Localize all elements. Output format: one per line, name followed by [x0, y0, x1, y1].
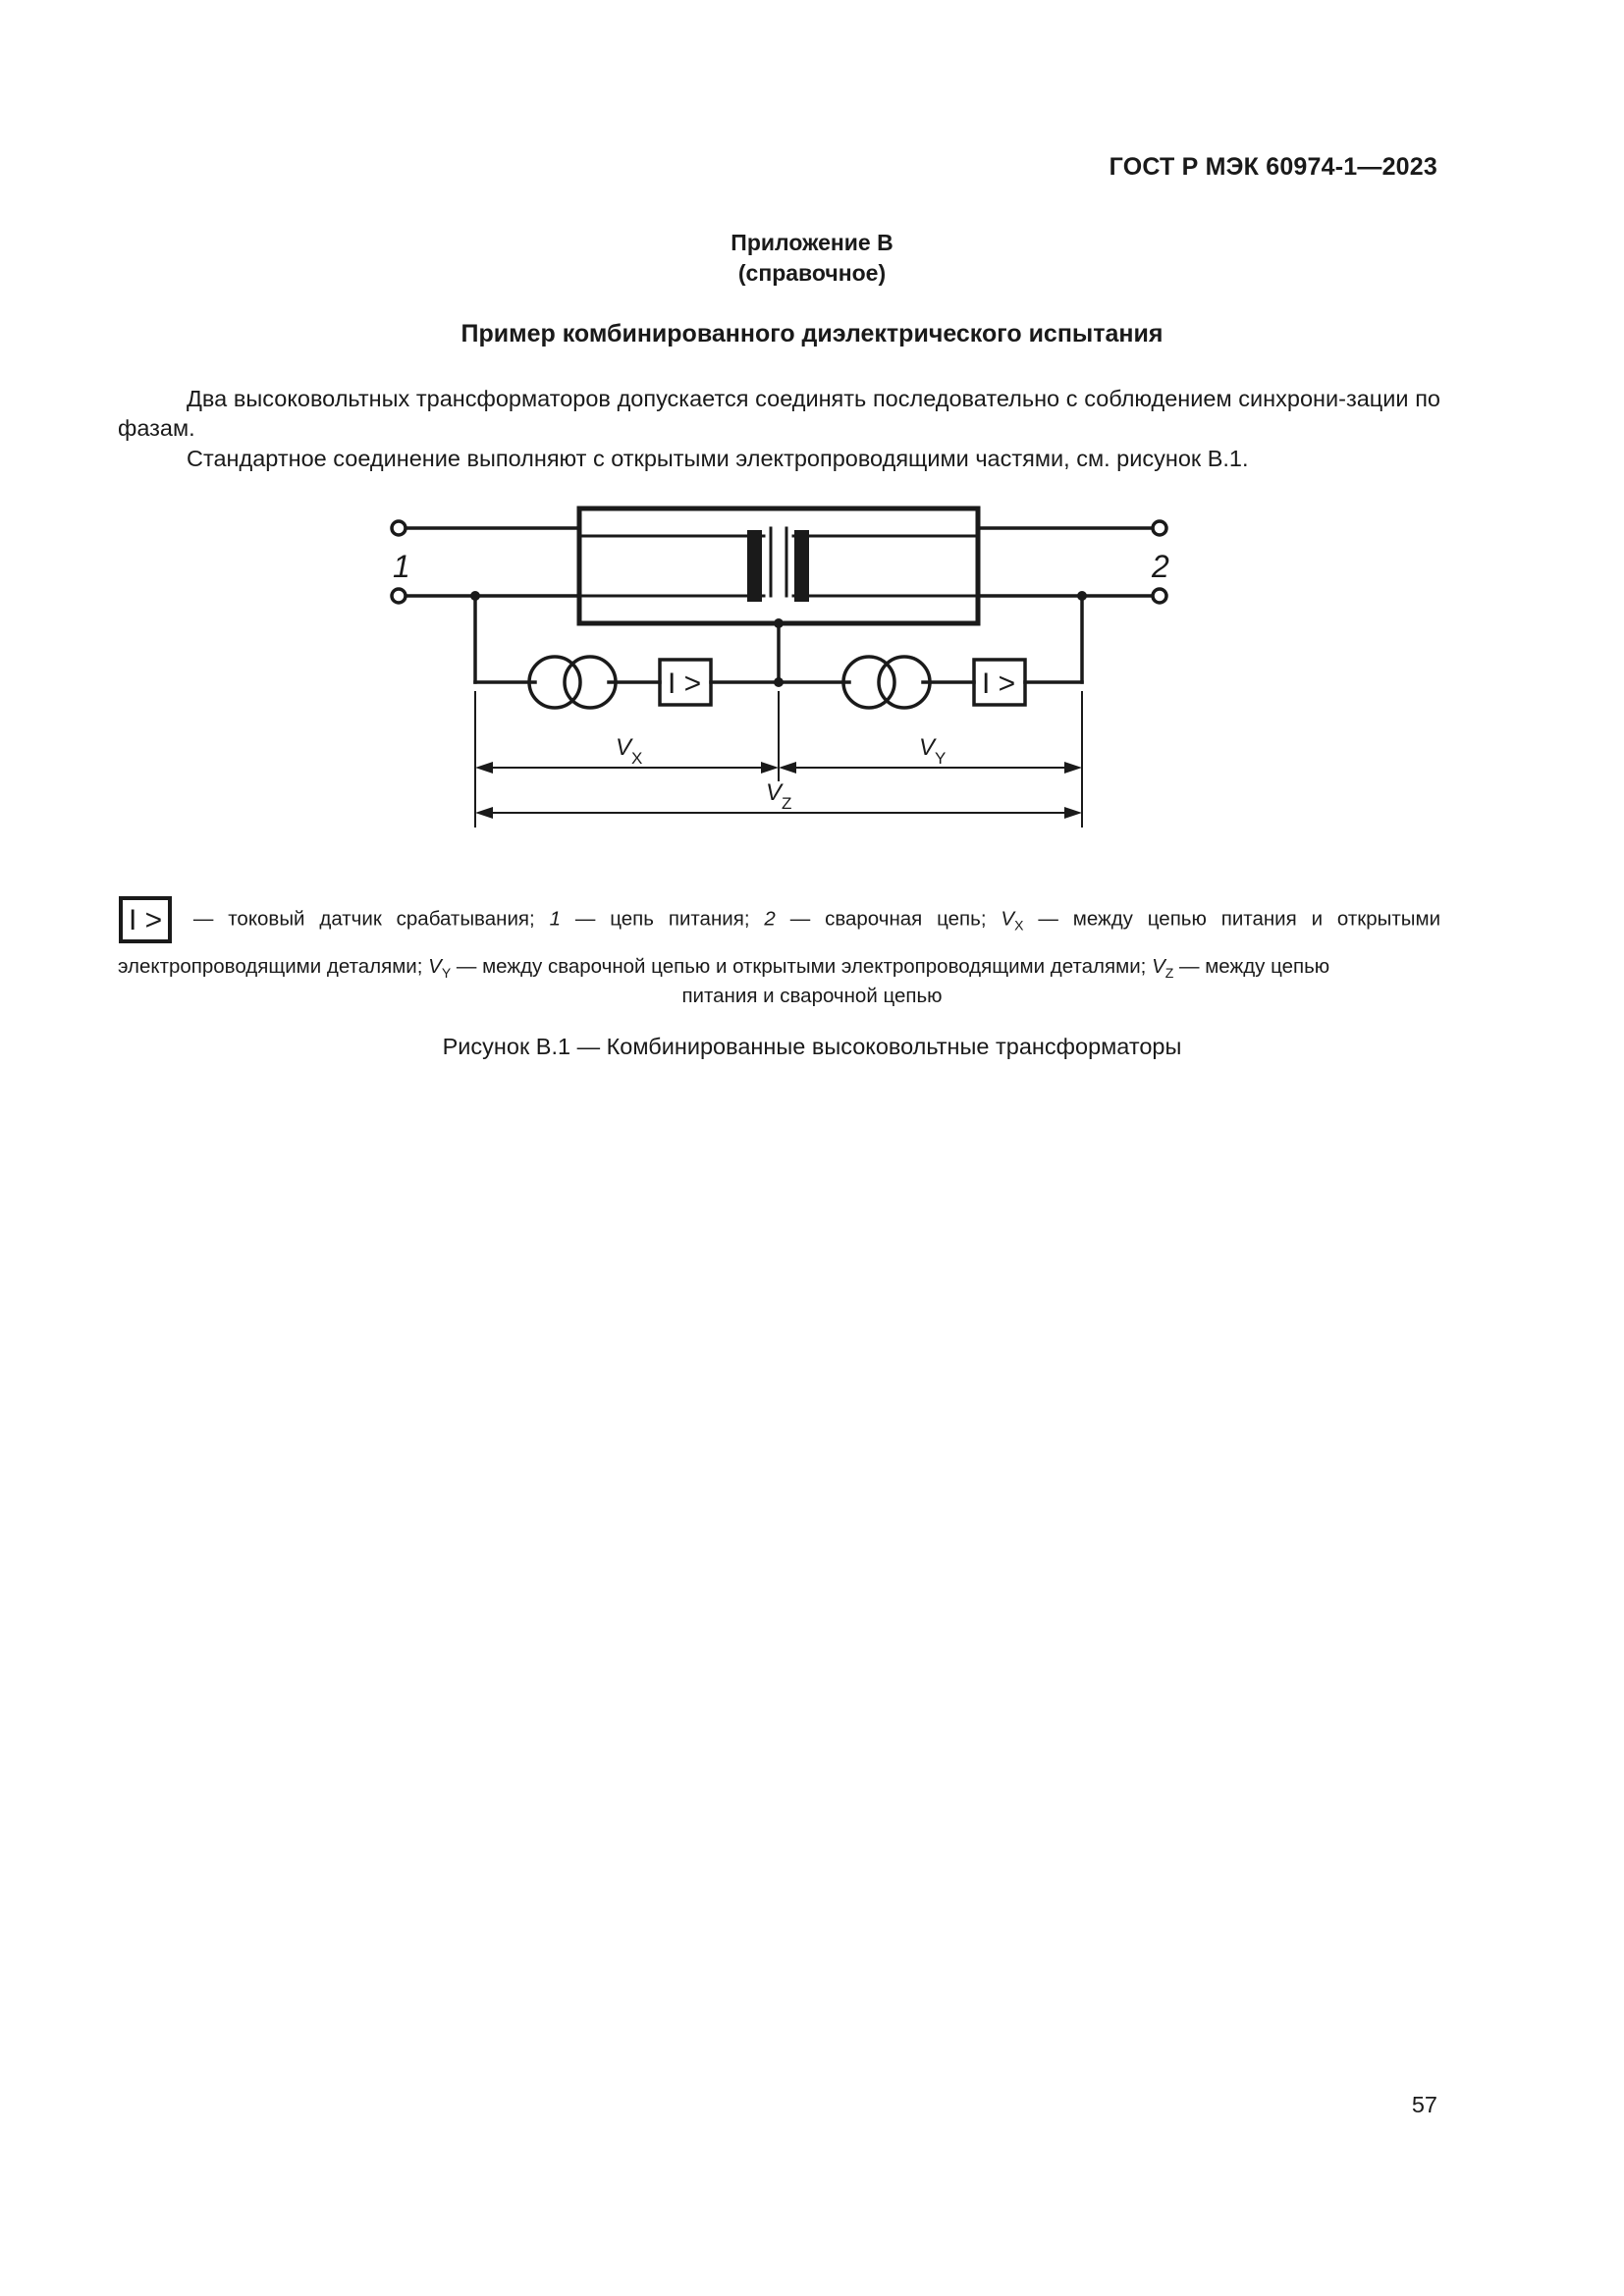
legend-vx: — между цепью питания и открытыми электропроводящими деталями;	[118, 907, 1441, 978]
figure-caption: Рисунок В.1 — Комбинированные высоковольтные трансформаторы	[442, 1034, 1182, 1059]
annex-title: Приложение В	[731, 230, 893, 255]
legend-last-line: питания и сварочной цепью	[681, 985, 943, 1007]
current-sensor-symbol	[118, 895, 173, 944]
core-plate-left	[747, 530, 762, 602]
terminal-label-2: 2	[1152, 549, 1169, 584]
sensor-label-x: I >	[668, 667, 702, 700]
legend-vy-subscript: Y	[441, 964, 452, 981]
legend-vz: — между цепью	[1179, 954, 1330, 978]
section-heading: Пример комбинированного диэлектрического испытания	[460, 320, 1164, 347]
document-code: ГОСТ Р МЭК 60974-1—2023	[1109, 153, 1437, 181]
legend-vz-symbol: V	[1152, 954, 1165, 978]
terminal-label-1: 1	[393, 549, 410, 584]
circuit-diagram	[373, 501, 1198, 834]
transformer-frame	[579, 508, 978, 623]
terminal-2-bottom	[1153, 589, 1166, 603]
legend-item2-num: 2	[764, 907, 776, 931]
paragraph-1: Два высоковольтных трансформаторов допускается соединять последовательно с соблюдением синхрони-зации по фазам.	[118, 386, 1440, 441]
legend-vy-symbol: V	[428, 954, 442, 978]
terminal-1-top	[392, 521, 406, 535]
legend-item1: — цепь питания;	[574, 907, 750, 931]
svg-text:I >: I >	[129, 904, 163, 936]
legend-vx-symbol: V	[1001, 907, 1015, 931]
legend-vy: — между сварочной цепью и открытыми электропроводящими деталями;	[456, 954, 1147, 978]
label-vy: $V_Y$	[919, 734, 947, 768]
annex-type: (справочное)	[737, 260, 887, 286]
legend-item2: — сварочная цепь;	[789, 907, 987, 931]
junction-center	[774, 677, 784, 687]
core-plate-right	[794, 530, 809, 602]
sensor-label-y: I >	[982, 667, 1016, 700]
label-vz: $V_Z$	[766, 779, 792, 813]
legend-sensor: — токовый датчик срабатывания;	[192, 907, 535, 931]
legend-item1-num: 1	[549, 907, 561, 931]
legend-vz-subscript: Z	[1164, 964, 1174, 981]
terminal-1-bottom	[392, 589, 406, 603]
terminal-2-top	[1153, 521, 1166, 535]
junction-left	[470, 591, 480, 601]
label-vx: $V_X$	[616, 734, 643, 768]
legend-vx-subscript: X	[1014, 917, 1024, 934]
junction-right	[1077, 591, 1087, 601]
junction-center-top	[774, 618, 784, 628]
paragraph-2: Стандартное соединение выполняют с открытыми электропроводящими частями, см. рисунок В.1.	[187, 446, 1249, 471]
page-number: 57	[1411, 2092, 1437, 2117]
figure-legend	[118, 895, 1440, 993]
